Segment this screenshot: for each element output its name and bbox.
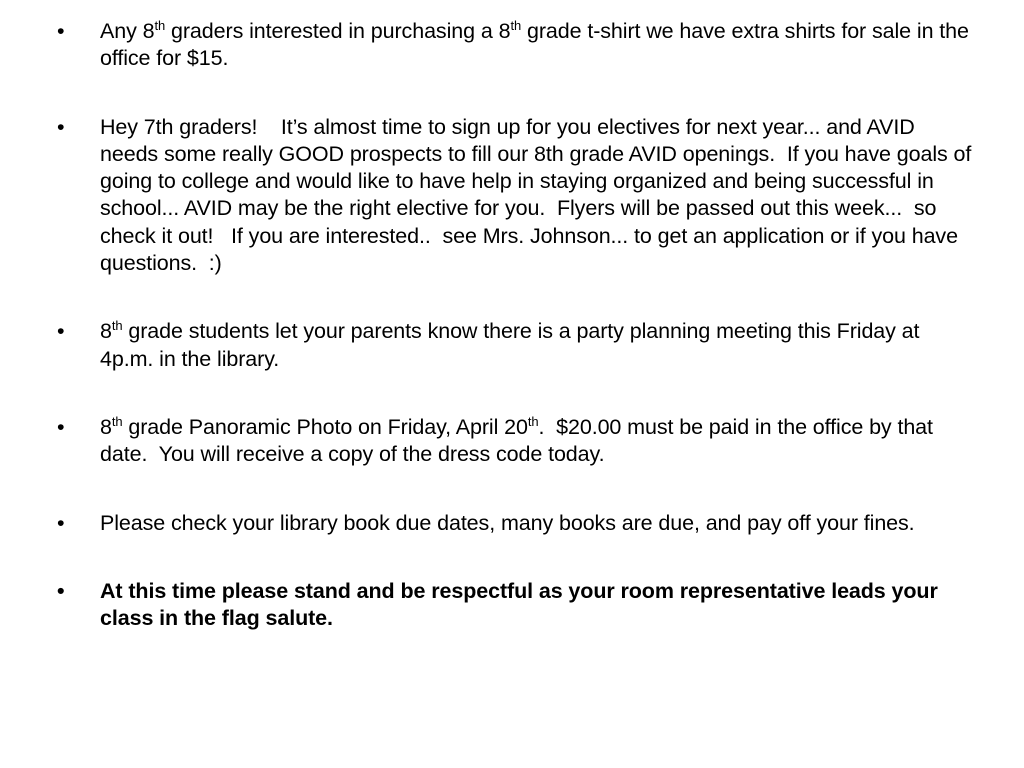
announcement-text [100,18,975,73]
announcement-library-books [57,510,972,537]
text-segment: Any 8 [100,19,155,43]
text-segment: graders interested in purchasing a 8 [165,19,511,43]
bullet-icon: • [57,319,65,344]
announcement-text: Please check your library book due dates, many books are due, and pay off your fines. [100,510,915,535]
announcement-tshirt [57,18,975,73]
bullet-icon: • [57,414,65,439]
bullet-icon: • [57,510,65,535]
text-segment: grade Panoramic Photo on Friday, April 20 [122,414,528,439]
announcement-text: Hey 7th graders! It’s almost time to sign up for you electives for next year... and AVID needs some really GOOD prospects to fill our 8th grade AVID openings. If you have goals of going to college and would like to have help in staying organized and being successful in school... AVID may be the right elective for you. Flyers will be passed out this week... so check it out! If you are interested.. see Mrs. Johnson... to get an application or if you have questions. :) [100,114,978,276]
announcement-avid [57,114,978,278]
text-segment: . $20.00 must be paid in the office by that date. You will receive a copy of the dress code today. [100,414,939,467]
bullet-icon: • [57,578,65,603]
announcement-text [100,414,972,469]
text-segment: grade t-shirt we have extra shirts for sale in the office for $15. [100,19,975,71]
announcement-panoramic-photo [57,414,972,469]
ordinal-suffix: th [111,318,123,334]
ordinal-suffix: th [111,413,123,429]
ordinal-suffix: th [510,18,522,33]
announcement-list [57,18,978,673]
ordinal-suffix: th [154,18,166,33]
bullet-icon: • [57,114,65,139]
bullet-icon: • [57,19,65,43]
ordinal-suffix: th [527,413,539,429]
announcement-text [100,318,972,373]
announcement-text: At this time please stand and be respectful as your room representative leads your class in the flag salute. [100,578,944,631]
announcement-flag-salute [57,578,972,633]
text-segment: 8 [100,319,112,344]
text-segment: 8 [100,414,112,439]
announcement-party-meeting [57,318,972,373]
text-segment: grade students let your parents know there is a party planning meeting this Friday at 4p.m. in the library. [100,319,926,371]
